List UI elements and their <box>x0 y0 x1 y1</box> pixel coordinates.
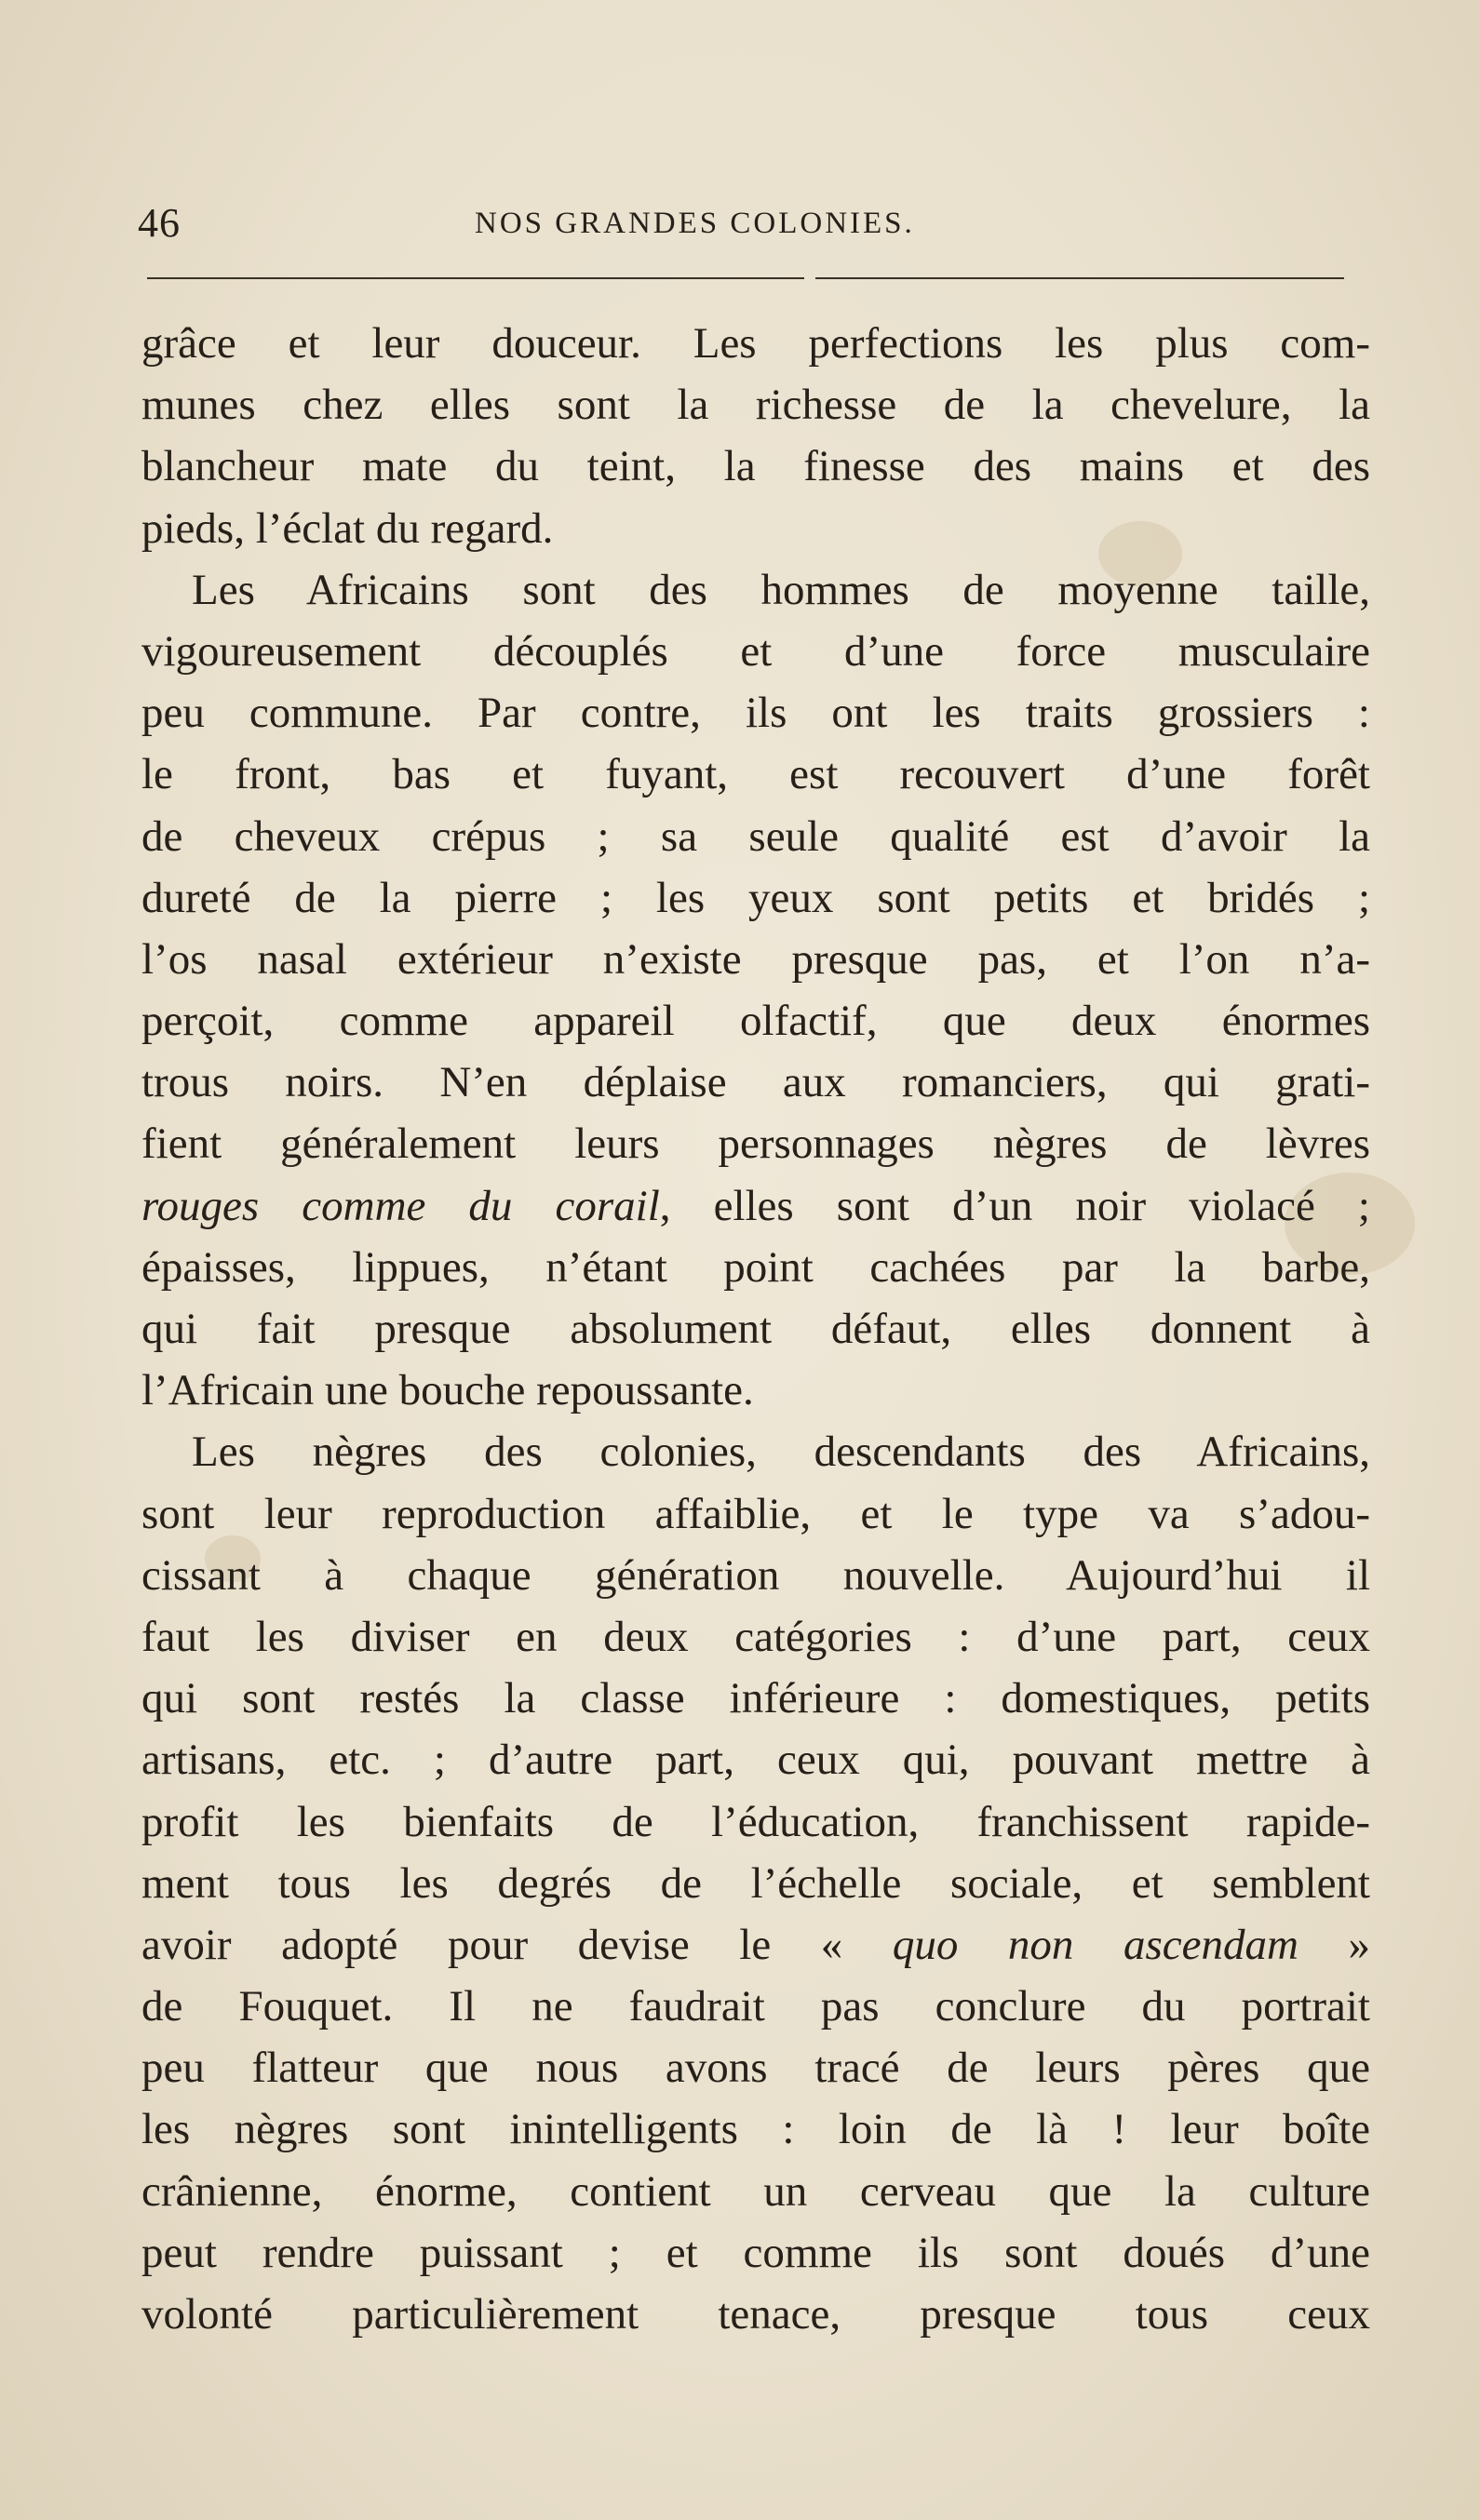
text-line: de Fouquet. Il ne faudrait pas conclure du portrait <box>141 1982 1370 2031</box>
text-line: Les nègres des colonies, descendants des Africains, <box>192 1428 1370 1477</box>
text-line: blancheur mate du teint, la finesse des mains et des <box>141 442 1370 491</box>
text-line: Les Africains sont des hommes de moyenne taille, <box>192 565 1370 614</box>
running-title: NOS GRANDES COLONIES. <box>475 207 915 240</box>
text-line: pieds, l’éclat du regard. <box>141 503 554 553</box>
text-line-with-italic <box>141 1175 1370 1237</box>
text-line: fient généralement leurs personnages nègres de lèvres <box>141 1119 1370 1169</box>
text-fragment: , elles sont d’un noir violacé ; <box>659 1181 1370 1230</box>
text-line: sont leur reproduction affaiblie, et le type va s’adou- <box>141 1489 1370 1538</box>
text-line: le front, bas et fuyant, est recouvert d’une forêt <box>141 750 1370 799</box>
text-line: trous noirs. N’en déplaise aux romanciers, qui grati- <box>141 1058 1370 1107</box>
text-line: peu commune. Par contre, ils ont les traits grossiers : <box>141 689 1370 738</box>
text-line: perçoit, comme appareil olfactif, que deux énormes <box>141 997 1370 1046</box>
text-line: l’Africain une bouche repoussante. <box>141 1366 754 1415</box>
text-line: grâce et leur douceur. Les perfections les plus com- <box>141 319 1370 368</box>
text-line: les nègres sont inintelligents : loin de là ! leur boîte <box>141 2105 1370 2154</box>
text-line: artisans, etc. ; d’autre part, ceux qui, pouvant mettre à <box>141 1736 1370 1785</box>
text-line: vigoureusement découplés et d’une force musculaire <box>141 626 1370 676</box>
text-line: faut les diviser en deux catégories : d’une part, ceux <box>141 1612 1370 1661</box>
italic-quote: quo non ascendam <box>892 1920 1298 1969</box>
text-line: l’os nasal extérieur n’existe presque pas, et l’on n’a- <box>141 934 1370 984</box>
text-line: dureté de la pierre ; les yeux sont petits et bridés ; <box>141 873 1370 922</box>
text-line: qui sont restés la classe inférieure : domestiques, petits <box>141 1674 1370 1723</box>
text-line: qui fait presque absolument défaut, elles donnent à <box>141 1305 1370 1353</box>
text-line: profit les bienfaits de l’éducation, franchissent rapide- <box>141 1797 1370 1846</box>
body-text <box>141 313 1370 2345</box>
text-line: épaisses, lippues, n’étant point cachées par la barbe, <box>141 1242 1370 1292</box>
text-line: ment tous les degrés de l’échelle sociale, et semblent <box>141 1858 1370 1908</box>
text-fragment: avoir adopté pour devise le « <box>141 1920 893 1969</box>
text-line: volonté particulièrement tenace, presque tous ceux <box>141 2290 1370 2339</box>
page-number: 46 <box>138 200 181 246</box>
header-rule-left <box>147 277 804 279</box>
text-line: cissant à chaque génération nouvelle. Aujourd’hui il <box>141 1550 1370 1600</box>
text-line: crânienne, énorme, contient un cerveau que la culture <box>141 2166 1370 2216</box>
text-fragment: » <box>1298 1920 1370 1969</box>
text-line: munes chez elles sont la richesse de la chevelure, la <box>141 381 1370 430</box>
text-line-with-quote <box>141 1914 1370 1976</box>
text-line: de cheveux crépus ; sa seule qualité est d’avoir la <box>141 811 1370 861</box>
text-line: peut rendre puissant ; et comme ils sont doués d’une <box>141 2228 1370 2277</box>
text-line: peu flatteur que nous avons tracé de leurs pères que <box>141 2044 1370 2093</box>
header-rule-right <box>815 277 1344 279</box>
italic-phrase: rouges comme du corail <box>141 1181 660 1230</box>
